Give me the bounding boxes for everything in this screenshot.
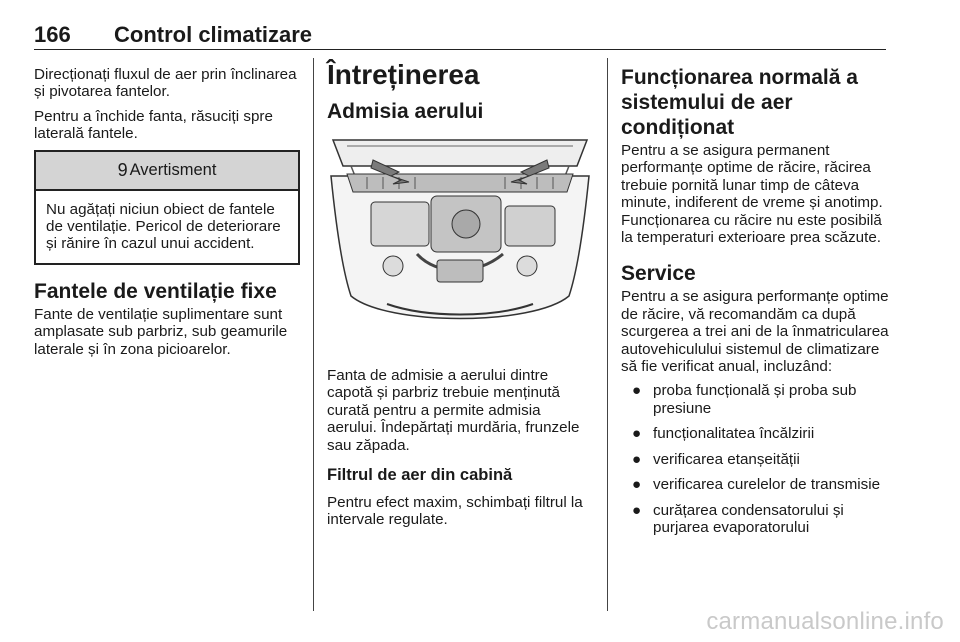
column-2 bbox=[327, 59, 593, 536]
chapter-title: Control climatizare bbox=[114, 22, 313, 47]
list-item: ● curățarea condensatorului și purjarea evaporatorului bbox=[632, 501, 844, 536]
warning-triangle-icon: 9 bbox=[117, 159, 128, 180]
column-divider-2 bbox=[607, 58, 608, 611]
air-intake-text: Fanta de admisie a aerului dintre capotă și parbriz trebuie menținută curată pentru a permite admisia aerului. Îndepărtați murdăria, frunzele sau zăpada. bbox=[327, 367, 580, 454]
bullet-icon: ● bbox=[632, 476, 642, 494]
list-item: ● funcționalitatea încălzirii bbox=[632, 425, 815, 443]
list-item: ● verificarea curelelor de transmisie bbox=[632, 476, 881, 494]
service-text: Pentru a se asigura performanțe optime de răcire, vă recomandăm ca după scurgerea a trei ani de la înmatricularea autovehiculului sistemul de climatizare să fie verificat anual, incluzând: bbox=[621, 288, 889, 376]
page-header bbox=[34, 18, 886, 50]
warning-title: Avertisment bbox=[129, 160, 217, 179]
bullet-icon: ● bbox=[632, 425, 642, 443]
service-checklist bbox=[621, 382, 889, 536]
cabin-filter-heading: Filtrul de aer din cabină bbox=[327, 466, 513, 485]
service-heading: Service bbox=[621, 262, 696, 286]
bullet-icon: ● bbox=[632, 501, 642, 519]
column-1 bbox=[34, 66, 300, 365]
list-item: ● proba funcțională și proba sub presiune bbox=[632, 382, 857, 417]
vent-direction-text: Direcționați fluxul de aer prin înclinarea și pivotarea fantelor. bbox=[34, 66, 297, 101]
watermark-link[interactable]: carmanualsonline.info bbox=[706, 608, 944, 635]
header-rule bbox=[34, 49, 886, 50]
list-item: ● verificarea etanșeității bbox=[632, 450, 800, 468]
fixed-vents-text: Fante de ventilație suplimentare sunt amplasate sub parbriz, sub geamurile laterale și în zona picioarelor. bbox=[34, 305, 288, 358]
engine-bay-illustration bbox=[327, 136, 593, 332]
warning-box bbox=[34, 150, 300, 265]
page-number: 166 bbox=[34, 22, 71, 47]
bullet-icon: ● bbox=[632, 382, 642, 400]
normal-operation-heading: Funcționarea normală a sistemului de aer condiționat bbox=[621, 66, 858, 139]
cabin-filter-text: Pentru efect maxim, schimbați filtrul la intervale regulate. bbox=[327, 494, 583, 529]
column-3 bbox=[621, 66, 889, 544]
warning-header bbox=[36, 152, 298, 191]
warning-text: Nu agățați niciun obiect de fantele de ventilație. Pericol de deteriorare și rănire în cazul unui accident. bbox=[46, 200, 281, 253]
maintenance-heading: Întreținerea bbox=[327, 59, 480, 90]
normal-operation-text: Pentru a se asigura permanent performanțe optime de răcire, răcirea trebuie pornită lunar timp de câteva minute, indiferent de vreme și anotimp. Funcționarea cu răcire nu este posibilă la temperaturi exterioare prea scăzute. bbox=[621, 142, 883, 247]
fixed-vents-heading: Fantele de ventilație fixe bbox=[34, 279, 277, 303]
vent-close-text: Pentru a închide fanta, răsuciți spre laterală fantele. bbox=[34, 107, 273, 143]
air-intake-heading: Admisia aerului bbox=[327, 100, 484, 123]
bullet-icon: ● bbox=[632, 450, 642, 468]
column-divider-1 bbox=[313, 58, 314, 611]
